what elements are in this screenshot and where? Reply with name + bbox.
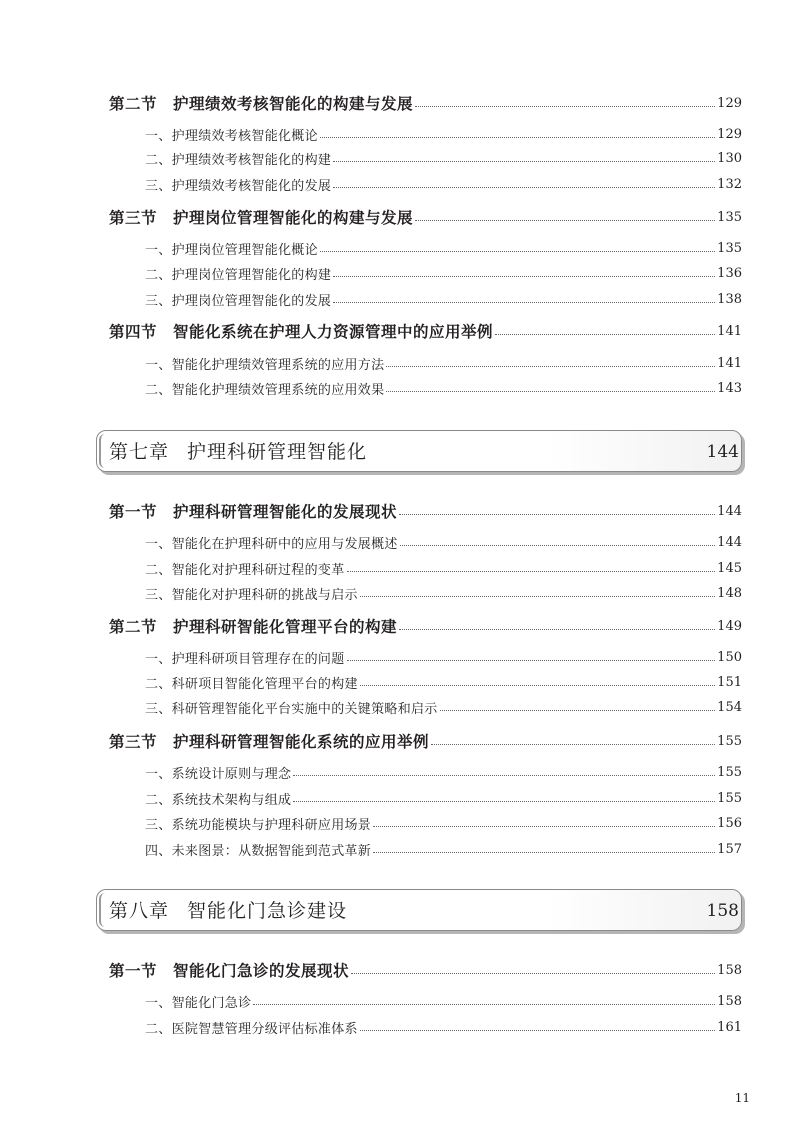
- dot-leader: [347, 571, 716, 572]
- dot-leader: [333, 187, 715, 188]
- toc-item-row[interactable]: [0, 760, 800, 784]
- dot-leader: [399, 514, 715, 515]
- item-title: 三、科研管理智能化平台实施中的关键策略和启示: [145, 701, 438, 717]
- section-title-text: 护理岗位管理智能化的构建与发展: [173, 208, 414, 227]
- section-title-text: 护理科研智能化管理平台的构建: [173, 617, 398, 636]
- toc-item-row[interactable]: [0, 351, 800, 375]
- item-title: 一、护理岗位管理智能化概论: [145, 242, 318, 258]
- item-title: 二、护理绩效考核智能化的构建: [145, 152, 332, 168]
- item-title: 二、系统技术架构与组成: [145, 792, 292, 808]
- page-number-ref: 129: [717, 126, 742, 142]
- dot-leader: [415, 220, 715, 221]
- section-title-text: 护理科研管理智能化系统的应用举例: [173, 732, 430, 751]
- dot-leader: [360, 1030, 715, 1031]
- chapter-heading[interactable]: [96, 889, 742, 931]
- page-number-ref: 155: [717, 764, 742, 780]
- item-title: 一、智能化护理绩效管理系统的应用方法: [145, 357, 385, 373]
- toc-section-row[interactable]: [0, 958, 800, 982]
- toc-item-row[interactable]: [0, 695, 800, 719]
- dot-leader: [351, 973, 715, 974]
- chapter-title-text: 智能化门急诊建设: [187, 900, 348, 922]
- page-number-ref: 158: [717, 993, 742, 1009]
- dot-leader: [386, 366, 715, 367]
- section-title: [109, 92, 413, 114]
- item-title: 一、护理绩效考核智能化概论: [145, 128, 318, 144]
- dot-leader: [415, 106, 715, 107]
- item-title: 二、护理岗位管理智能化的构建: [145, 267, 332, 283]
- toc-item-row[interactable]: [0, 287, 800, 311]
- toc-item-row[interactable]: [0, 786, 800, 810]
- page-number-ref: 145: [717, 560, 742, 576]
- dot-leader: [495, 334, 715, 335]
- dot-leader: [400, 545, 715, 546]
- page-number-ref: 129: [717, 95, 742, 111]
- chapter-title: [109, 431, 367, 473]
- toc-item-row[interactable]: [0, 530, 800, 554]
- toc-item-row[interactable]: [0, 645, 800, 669]
- page-number: 11: [734, 1091, 750, 1105]
- item-title: 二、智能化对护理科研过程的变革: [145, 562, 345, 578]
- item-title: 一、智能化在护理科研中的应用与发展概述: [145, 536, 398, 552]
- item-title: 一、护理科研项目管理存在的问题: [145, 651, 345, 667]
- section-number: 第三节: [109, 208, 158, 227]
- toc-item-row[interactable]: [0, 811, 800, 835]
- section-title: [109, 615, 397, 637]
- page-number-ref: 132: [717, 176, 742, 192]
- section-title: [109, 206, 413, 228]
- page-number-ref: 158: [717, 962, 742, 978]
- section-number: 第三节: [109, 732, 158, 751]
- toc-item-row[interactable]: [0, 581, 800, 605]
- chapter-heading[interactable]: [96, 430, 742, 472]
- toc-item-row[interactable]: [0, 670, 800, 694]
- section-title-text: 智能化系统在护理人力资源管理中的应用举例: [173, 322, 494, 341]
- dot-leader: [386, 391, 715, 392]
- page-number-ref: 155: [717, 790, 742, 806]
- section-title: [109, 320, 493, 342]
- section-title: [109, 730, 429, 752]
- page-number-ref: 143: [717, 380, 742, 396]
- dot-leader: [293, 801, 715, 802]
- toc-item-row[interactable]: [0, 376, 800, 400]
- chapter-page-number: 144: [706, 442, 739, 462]
- section-title: [109, 500, 397, 522]
- dot-leader: [431, 744, 715, 745]
- dot-leader: [347, 660, 716, 661]
- page-number-ref: 144: [717, 503, 742, 519]
- item-title: 三、护理绩效考核智能化的发展: [145, 178, 332, 194]
- toc-section-row[interactable]: [0, 91, 800, 115]
- dot-leader: [253, 1004, 715, 1005]
- dot-leader: [320, 137, 715, 138]
- toc-item-row[interactable]: [0, 146, 800, 170]
- toc-section-row[interactable]: [0, 319, 800, 343]
- toc-section-row[interactable]: [0, 729, 800, 753]
- item-title: 二、医院智慧管理分级评估标准体系: [145, 1021, 358, 1037]
- page-number-ref: 141: [717, 355, 742, 371]
- item-title: 四、未来图景：从数据智能到范式革新: [145, 843, 372, 859]
- dot-leader: [333, 276, 715, 277]
- page-number-ref: 136: [717, 265, 742, 281]
- page-number-ref: 161: [717, 1019, 742, 1035]
- dot-leader: [440, 710, 716, 711]
- dot-leader: [399, 629, 715, 630]
- page-number-ref: 141: [717, 323, 742, 339]
- page-number-ref: 151: [717, 674, 742, 690]
- page-number-ref: 150: [717, 649, 742, 665]
- section-number: 第二节: [109, 617, 158, 636]
- toc-item-row[interactable]: [0, 236, 800, 260]
- chapter-title: [109, 890, 347, 932]
- toc-item-row[interactable]: [0, 261, 800, 285]
- page-number-ref: 155: [717, 733, 742, 749]
- toc-section-row[interactable]: [0, 614, 800, 638]
- dot-leader: [360, 685, 715, 686]
- chapter-number: 第七章: [109, 441, 170, 463]
- item-title: 二、智能化护理绩效管理系统的应用效果: [145, 382, 385, 398]
- section-title-text: 智能化门急诊的发展现状: [173, 961, 350, 980]
- page-number-ref: 144: [717, 534, 742, 550]
- toc-item-row[interactable]: [0, 989, 800, 1013]
- toc-item-row[interactable]: [0, 122, 800, 146]
- item-title: 三、护理岗位管理智能化的发展: [145, 293, 332, 309]
- dot-leader: [373, 852, 715, 853]
- item-title: 三、智能化对护理科研的挑战与启示: [145, 587, 358, 603]
- page-number-ref: 138: [717, 291, 742, 307]
- toc-section-row[interactable]: [0, 205, 800, 229]
- toc-item-row[interactable]: [0, 172, 800, 196]
- page-number-ref: 135: [717, 209, 742, 225]
- dot-leader: [293, 775, 715, 776]
- section-title-text: 护理科研管理智能化的发展现状: [173, 502, 398, 521]
- section-title: [109, 959, 349, 981]
- dot-leader: [360, 596, 715, 597]
- page-number-ref: 154: [717, 699, 742, 715]
- page-number-ref: 149: [717, 618, 742, 634]
- dot-leader: [333, 161, 715, 162]
- dot-leader: [333, 302, 715, 303]
- dot-leader: [320, 251, 715, 252]
- toc-item-row[interactable]: [0, 837, 800, 861]
- chapter-title-text: 护理科研管理智能化: [187, 441, 368, 463]
- section-number: 第二节: [109, 94, 158, 113]
- page-number-ref: 135: [717, 240, 742, 256]
- section-title-text: 护理绩效考核智能化的构建与发展: [173, 94, 414, 113]
- toc-section-row[interactable]: [0, 499, 800, 523]
- page-number-ref: 157: [717, 841, 742, 857]
- section-number: 第四节: [109, 322, 158, 341]
- page-number-ref: 156: [717, 815, 742, 831]
- toc-item-row[interactable]: [0, 1015, 800, 1039]
- item-title: 一、智能化门急诊: [145, 995, 252, 1011]
- page-number-ref: 130: [717, 150, 742, 166]
- item-title: 一、系统设计原则与理念: [145, 766, 292, 782]
- item-title: 二、科研项目智能化管理平台的构建: [145, 676, 358, 692]
- toc-item-row[interactable]: [0, 556, 800, 580]
- section-number: 第一节: [109, 502, 158, 521]
- chapter-number: 第八章: [109, 900, 170, 922]
- section-number: 第一节: [109, 961, 158, 980]
- page-number-ref: 148: [717, 585, 742, 601]
- dot-leader: [373, 826, 715, 827]
- item-title: 三、系统功能模块与护理科研应用场景: [145, 817, 372, 833]
- chapter-page-number: 158: [706, 901, 739, 921]
